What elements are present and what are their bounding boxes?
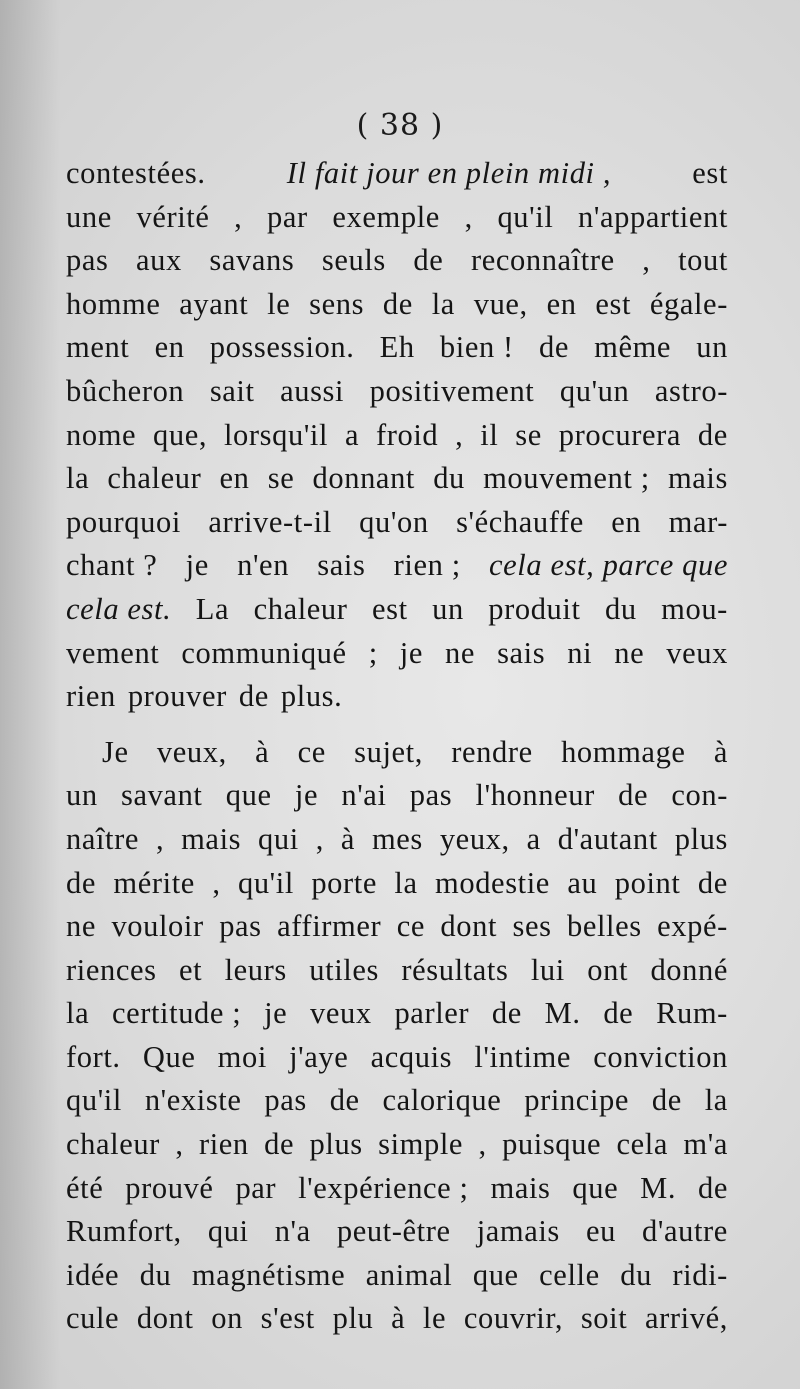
word: j'aye	[289, 1039, 349, 1074]
word: ce	[396, 909, 425, 944]
word: arrive-t-il	[208, 504, 332, 539]
word: couvrir,	[463, 1301, 564, 1336]
word: du	[139, 1257, 172, 1292]
word: cela est.	[66, 591, 172, 626]
word: Il fait jour en plein midi ,	[286, 156, 612, 190]
word: que,	[153, 417, 208, 452]
text-line	[66, 818, 728, 862]
word: Eh	[379, 330, 415, 365]
text-line	[66, 632, 728, 676]
page-text	[66, 152, 728, 1341]
word: de	[618, 778, 649, 813]
word: un	[696, 330, 728, 365]
text-line	[66, 370, 728, 414]
word: contestées.	[66, 156, 206, 190]
page-gutter-shadow	[0, 0, 60, 1389]
word: pas	[409, 778, 453, 813]
word: hommage	[561, 734, 686, 769]
word: reconnaître	[470, 243, 615, 278]
text-line	[66, 239, 728, 283]
word: homme	[66, 286, 161, 321]
word: de	[697, 865, 728, 900]
word: je	[294, 778, 319, 813]
word: ,	[642, 243, 651, 278]
word: en	[546, 286, 577, 321]
word: point	[614, 865, 681, 900]
word: de	[413, 243, 444, 278]
word: ,	[455, 417, 464, 452]
word: peut-être	[336, 1214, 451, 1249]
word: ,	[315, 821, 324, 856]
page-number: ( 38 )	[356, 108, 444, 143]
word: La	[195, 591, 230, 626]
word: astro-	[654, 373, 728, 408]
word: la	[66, 461, 90, 496]
word: n'en	[237, 548, 290, 583]
word: prouvé	[125, 1170, 214, 1205]
word: on	[211, 1301, 243, 1336]
word: M.	[640, 1170, 677, 1205]
word: ne	[614, 635, 645, 670]
word: Je	[102, 734, 129, 769]
word: moi	[217, 1039, 267, 1074]
word: que	[225, 778, 272, 813]
word: s'est	[260, 1301, 315, 1336]
word: plus	[674, 821, 728, 856]
word: ce	[297, 734, 326, 769]
word: ni	[567, 635, 593, 670]
word: mais	[667, 461, 728, 496]
word: affirmer	[277, 909, 382, 944]
word: à	[340, 821, 356, 856]
word: fort.	[66, 1039, 121, 1074]
word: jamais	[476, 1214, 560, 1249]
word: chaleur	[107, 461, 202, 496]
word: je	[264, 996, 288, 1031]
word: dont	[136, 1301, 194, 1336]
word: plus.	[280, 679, 343, 714]
word: la	[431, 286, 455, 321]
word: ment	[66, 330, 130, 365]
word: de	[651, 1083, 682, 1118]
word: de	[329, 1083, 360, 1118]
word: sujet,	[354, 734, 423, 769]
word: du	[605, 591, 637, 626]
text-line	[66, 283, 728, 327]
word: veux,	[156, 734, 227, 769]
word: cela	[616, 1127, 669, 1162]
word: seuls	[321, 243, 386, 278]
word: est	[371, 591, 408, 626]
word: savant	[120, 778, 203, 813]
word: calorique	[382, 1083, 502, 1118]
word: d'autant	[557, 821, 658, 856]
word: plu	[332, 1301, 374, 1336]
word: par	[235, 1170, 277, 1205]
word: de	[603, 996, 634, 1031]
word: celle	[539, 1257, 600, 1292]
word: la	[394, 865, 418, 900]
word: je	[399, 635, 424, 670]
word: à	[713, 734, 728, 769]
word: se	[267, 461, 295, 496]
word: pas	[264, 1083, 307, 1118]
word: mérite	[113, 865, 195, 900]
word: l'intime	[474, 1039, 572, 1074]
word: riences	[66, 952, 157, 987]
word: prouver	[127, 679, 227, 714]
word: un	[432, 591, 464, 626]
word: M.	[544, 996, 581, 1031]
word: de	[698, 1170, 728, 1205]
word: froid	[375, 417, 439, 452]
word: rien	[66, 679, 116, 714]
text-line	[66, 862, 728, 906]
word: bûcheron	[66, 373, 185, 408]
word: tout	[678, 243, 728, 278]
word: leurs	[224, 952, 287, 987]
word: conviction	[593, 1039, 728, 1074]
word: mouvement ;	[483, 461, 650, 496]
word: rien ;	[393, 548, 461, 583]
word: parler	[394, 996, 470, 1031]
word: de	[538, 330, 569, 365]
word: veux	[666, 635, 728, 670]
word: chaleur	[66, 1127, 160, 1162]
word: mar-	[668, 504, 728, 539]
word: Rum-	[656, 996, 728, 1031]
word: est	[595, 286, 632, 321]
word: en	[611, 504, 642, 539]
word: yeux,	[439, 821, 510, 856]
word: ont	[587, 952, 629, 987]
word: ses	[512, 909, 552, 944]
word: je	[185, 548, 209, 583]
word: eu	[585, 1214, 616, 1249]
word: de	[264, 1127, 295, 1162]
word: du	[433, 461, 465, 496]
word: de	[491, 996, 522, 1031]
word: ,	[478, 1127, 487, 1162]
word: veux	[310, 996, 372, 1031]
word: ;	[368, 635, 378, 670]
word: bien !	[439, 330, 514, 365]
word: au	[567, 865, 598, 900]
word: a	[344, 417, 360, 452]
text-line	[66, 774, 728, 818]
word: vérité	[136, 199, 210, 234]
word: sens	[309, 286, 365, 321]
word: rien	[198, 1127, 249, 1162]
word: un	[66, 778, 98, 813]
word: est	[692, 156, 728, 190]
word: qu'il	[497, 199, 554, 234]
word: certitude ;	[111, 996, 242, 1031]
word: d'autre	[642, 1214, 728, 1249]
word: puisque	[502, 1127, 602, 1162]
word: se	[515, 417, 542, 452]
text-line	[66, 731, 728, 775]
word: égale-	[649, 286, 728, 321]
word: mais	[490, 1170, 551, 1205]
word: ne	[445, 635, 476, 670]
word: sais	[497, 635, 546, 670]
word: résultats	[401, 952, 509, 987]
word: arrivé,	[645, 1301, 728, 1336]
word: sait	[209, 373, 255, 408]
word: Rumfort,	[66, 1214, 182, 1249]
word: ,	[212, 865, 221, 900]
text-line	[66, 152, 728, 196]
word: m'a	[683, 1127, 728, 1162]
word: a	[526, 821, 541, 856]
word: qu'on	[359, 504, 429, 539]
word: même	[594, 330, 672, 365]
text-line	[66, 1297, 728, 1341]
word: n'existe	[144, 1083, 242, 1118]
text-line	[66, 675, 728, 719]
word: expé-	[657, 909, 728, 944]
word: en	[219, 461, 250, 496]
word: exemple	[332, 199, 440, 234]
word: la	[66, 996, 90, 1031]
word: qui	[207, 1214, 249, 1249]
word: par	[267, 199, 308, 234]
word: con-	[671, 778, 728, 813]
word: pourquoi	[66, 504, 181, 539]
text-line	[66, 544, 728, 588]
word: simple	[378, 1127, 464, 1162]
text-line	[66, 501, 728, 545]
word: lorsqu'il	[223, 417, 329, 452]
word: n'ai	[341, 778, 387, 813]
word: vement	[66, 635, 160, 670]
word: plus	[309, 1127, 363, 1162]
word: communiqué	[181, 635, 347, 670]
word: l'honneur	[475, 778, 595, 813]
word: du	[620, 1257, 652, 1292]
word: il	[480, 417, 499, 452]
word: utiles	[309, 952, 379, 987]
word: ,	[155, 821, 165, 856]
word: été	[66, 1170, 104, 1205]
text-line	[66, 1167, 728, 1211]
word: magnétisme	[191, 1257, 346, 1292]
word: Que	[142, 1039, 196, 1074]
word: que	[472, 1257, 519, 1292]
word: à	[255, 734, 270, 769]
word: le	[267, 286, 291, 321]
word: procurera	[558, 417, 681, 452]
word: aux	[136, 243, 182, 278]
word: animal	[365, 1257, 453, 1292]
word: ,	[234, 199, 243, 234]
word: nome	[66, 417, 137, 452]
word: qui	[258, 821, 299, 856]
word: lui	[530, 952, 565, 987]
word: aussi	[280, 373, 345, 408]
text-line	[66, 905, 728, 949]
word: une	[66, 199, 112, 234]
text-line	[66, 992, 728, 1036]
word: savans	[209, 243, 295, 278]
word: chaleur	[253, 591, 348, 626]
word: naître	[66, 821, 140, 856]
word: ridi-	[672, 1257, 728, 1292]
word: donnant	[312, 461, 415, 496]
text-line	[66, 1079, 728, 1123]
word: positivement	[369, 373, 535, 408]
word: en	[154, 330, 185, 365]
word: de	[238, 679, 269, 714]
word: mais	[181, 821, 242, 856]
text-line	[66, 588, 728, 632]
word: qu'il	[237, 865, 294, 900]
word: modestie	[435, 865, 550, 900]
word: pas	[219, 909, 262, 944]
word: acquis	[370, 1039, 453, 1074]
word: de	[66, 865, 96, 900]
word: s'échauffe	[456, 504, 584, 539]
word: n'a	[274, 1214, 311, 1249]
word: belles	[566, 909, 642, 944]
word: rendre	[451, 734, 533, 769]
text-line	[66, 1123, 728, 1167]
word: cule	[66, 1301, 120, 1336]
word: n'appartient	[578, 199, 728, 234]
text-line	[66, 457, 728, 501]
word: qu'il	[66, 1083, 122, 1118]
word: ,	[464, 199, 473, 234]
word: qu'un	[559, 373, 630, 408]
word: la	[704, 1083, 728, 1118]
text-line	[66, 949, 728, 993]
word: produit	[488, 591, 581, 626]
word: que	[572, 1170, 619, 1205]
word: porte	[311, 865, 377, 900]
word: vouloir	[111, 909, 204, 944]
word: cela est, parce que	[489, 548, 728, 583]
text-line	[66, 1036, 728, 1080]
text-line	[66, 414, 728, 458]
word: dont	[440, 909, 498, 944]
word: mou-	[661, 591, 728, 626]
word: possession.	[209, 330, 355, 365]
word: ,	[175, 1127, 184, 1162]
word: mes	[371, 821, 423, 856]
word: à	[391, 1301, 406, 1336]
word: principe	[524, 1083, 630, 1118]
text-line	[66, 1210, 728, 1254]
word: de	[697, 417, 728, 452]
word: soit	[580, 1301, 628, 1336]
word: sais	[317, 548, 366, 583]
word: donné	[650, 952, 728, 987]
text-line	[66, 326, 728, 370]
word: l'expérience ;	[298, 1170, 469, 1205]
word: le	[422, 1301, 447, 1336]
word: ayant	[179, 286, 249, 321]
text-line	[66, 1254, 728, 1298]
word: pas	[66, 243, 109, 278]
word: de	[382, 286, 413, 321]
word: et	[178, 952, 203, 987]
text-line	[66, 196, 728, 240]
word: vue,	[473, 286, 528, 321]
word: chant ?	[66, 548, 158, 583]
word: idée	[66, 1257, 120, 1292]
word: ne	[66, 909, 96, 944]
